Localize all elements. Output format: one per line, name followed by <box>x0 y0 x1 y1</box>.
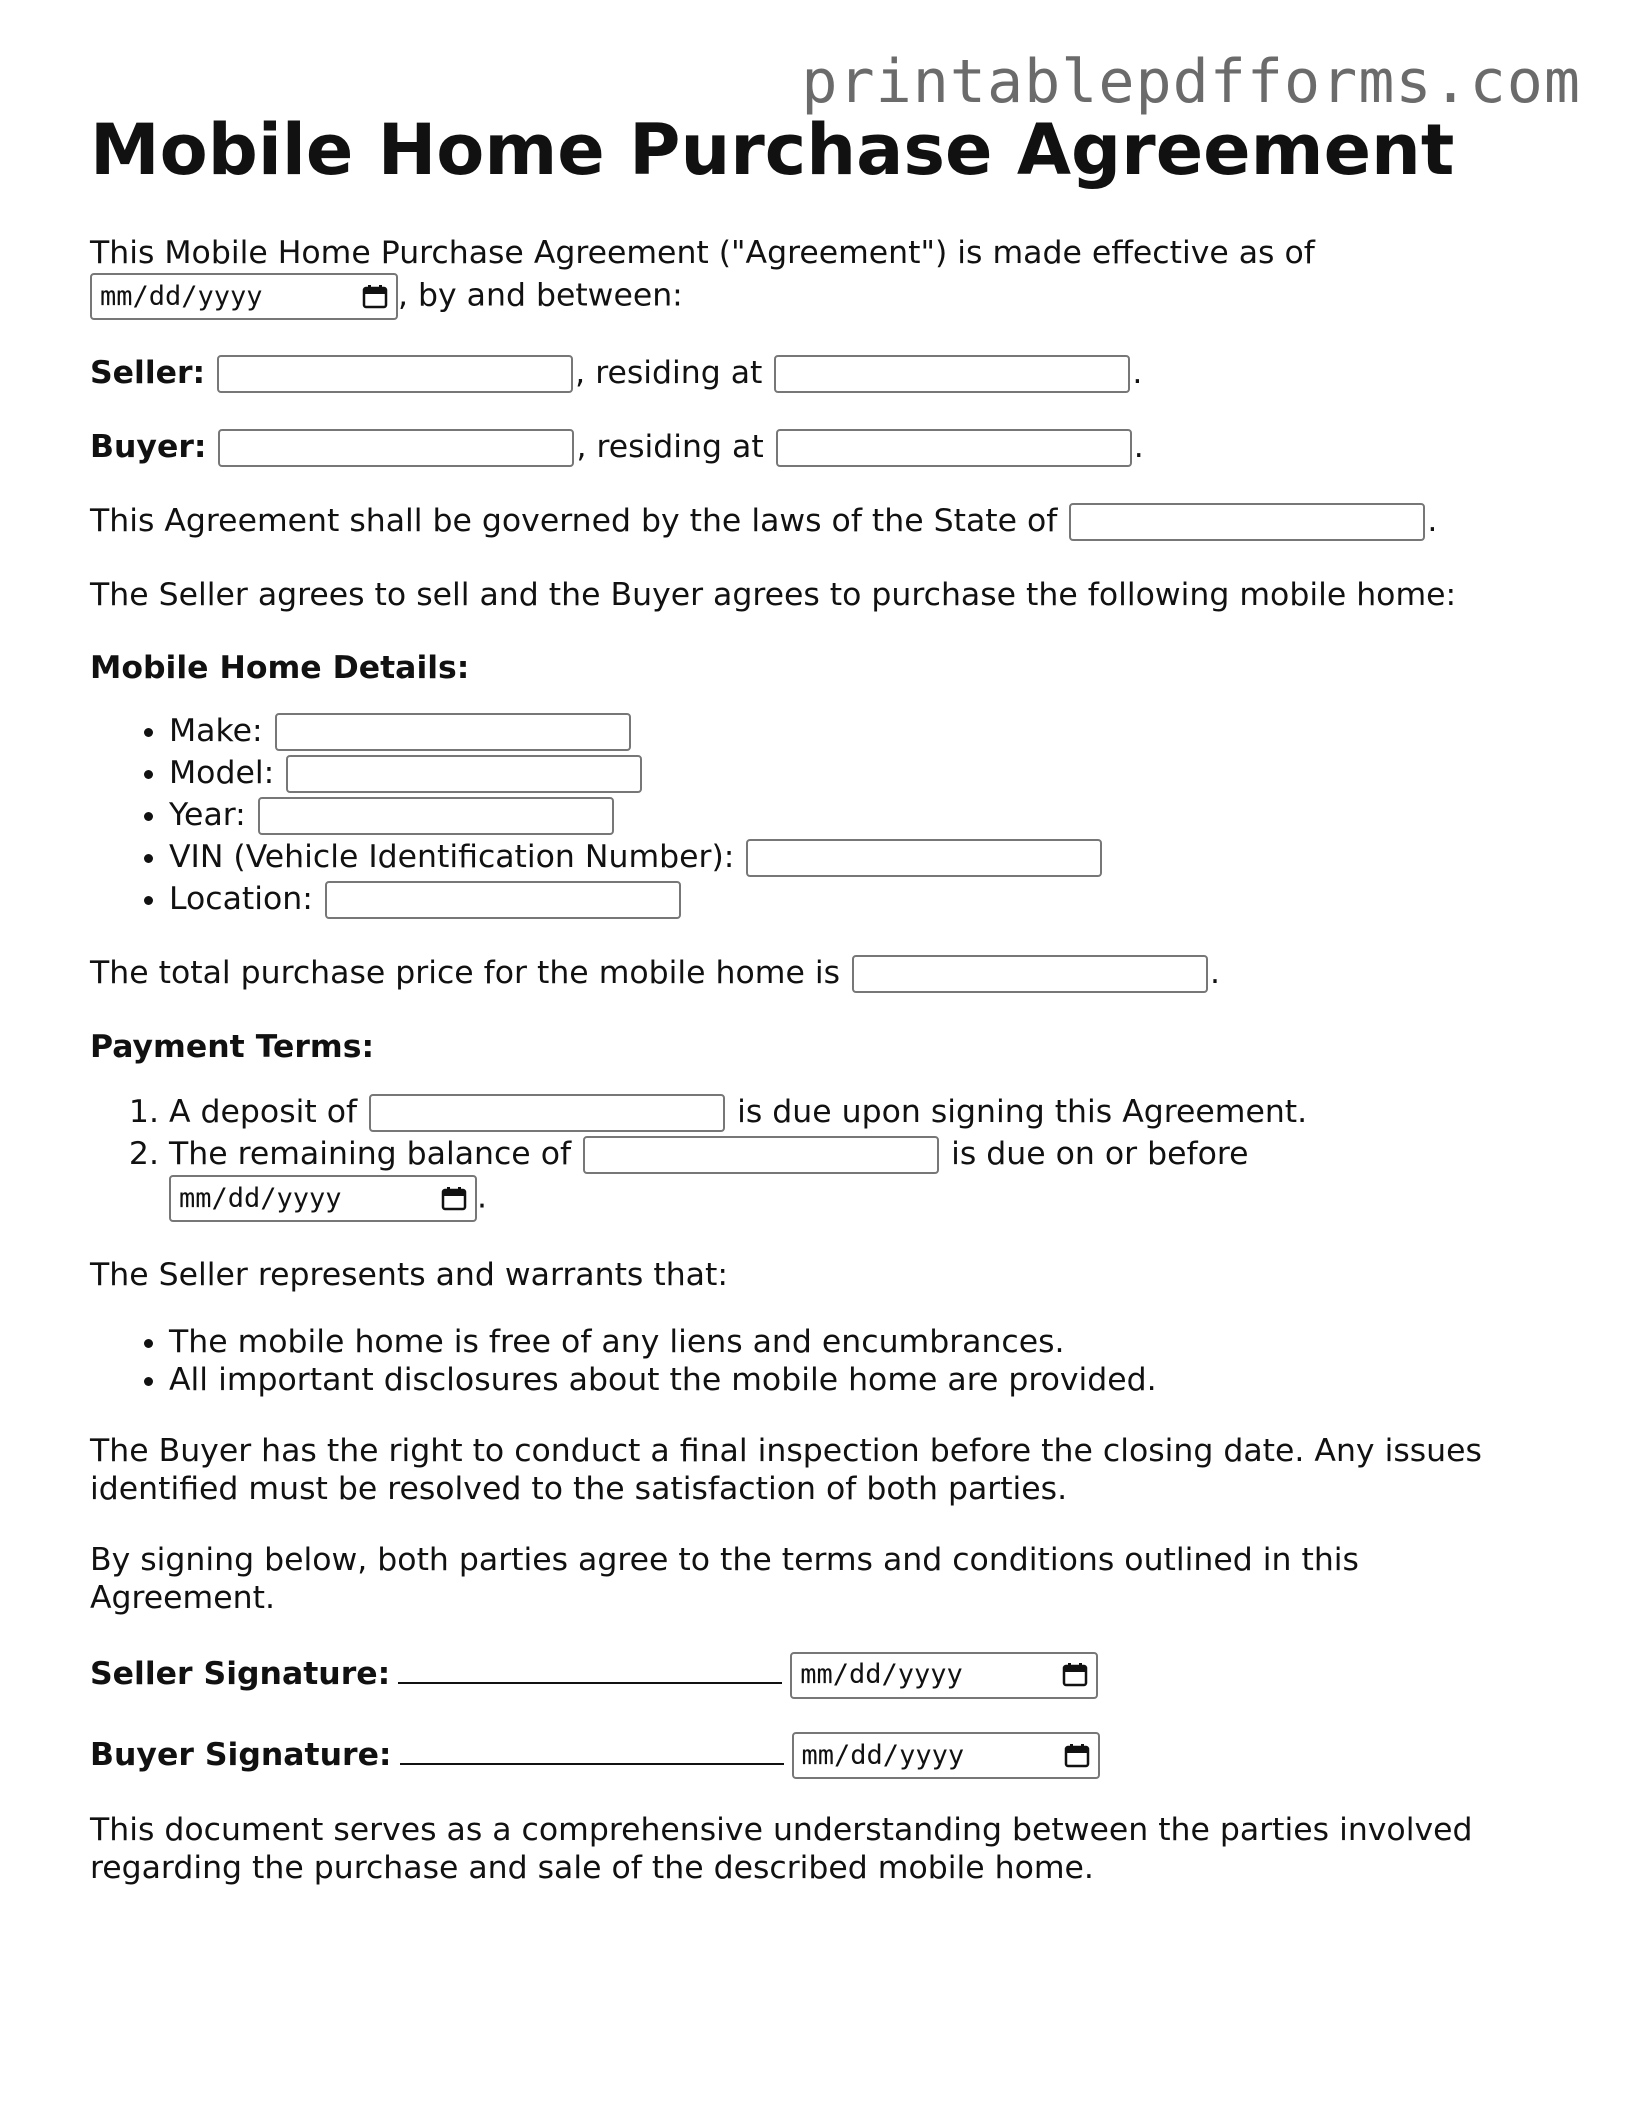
list-item <box>169 752 1550 794</box>
list-item <box>169 794 1550 836</box>
buyer-row <box>90 427 1550 467</box>
buyer-signature-row <box>90 1731 1550 1780</box>
governing-end: . <box>1427 503 1438 539</box>
seller-residing-text: , residing at <box>575 355 763 391</box>
price-input[interactable] <box>852 955 1208 993</box>
agreement-document <box>90 109 1550 1887</box>
list-item <box>169 1091 1550 1133</box>
buyer-signature-line[interactable] <box>400 1733 784 1765</box>
calendar-icon[interactable] <box>1064 1744 1090 1768</box>
payment-list <box>90 1091 1550 1222</box>
intro-paragraph <box>90 233 1550 320</box>
price-end: . <box>1210 955 1221 991</box>
list-item <box>169 710 1550 752</box>
vin-input[interactable] <box>746 839 1102 877</box>
seller-end: . <box>1132 355 1143 391</box>
year-input[interactable] <box>258 797 614 835</box>
sale-paragraph: The Seller agrees to sell and the Buyer agrees to purchase the following mobile home: <box>90 577 1457 613</box>
list-item <box>169 1133 1550 1222</box>
effective-date-input[interactable] <box>90 273 398 320</box>
buyer-label: Buyer: <box>90 429 207 465</box>
buyer-address-input[interactable] <box>776 429 1132 467</box>
location-label: Location: <box>169 881 313 917</box>
details-list <box>90 710 1550 920</box>
seller-signature-row <box>90 1650 1550 1699</box>
deposit-after: is due upon signing this Agreement. <box>737 1094 1308 1130</box>
closing-paragraph: This document serves as a comprehensive understanding between the parties involved regarding the purchase and sale of the described mobile home. <box>90 1812 1473 1886</box>
buyer-residing-text: , residing at <box>576 429 764 465</box>
agree-paragraph: By signing below, both parties agree to the terms and conditions outlined in this Agreement. <box>90 1542 1359 1616</box>
calendar-icon[interactable] <box>362 285 388 309</box>
watermark: printablepdfforms.com <box>801 47 1581 117</box>
calendar-icon[interactable] <box>441 1187 467 1211</box>
payment-end: . <box>477 1179 488 1216</box>
price-row <box>90 953 1550 993</box>
seller-signature-date-input[interactable] <box>790 1652 1098 1699</box>
warranty-intro: The Seller represents and warrants that: <box>90 1257 728 1293</box>
model-label: Model: <box>169 755 275 791</box>
deposit-before: A deposit of <box>169 1094 358 1130</box>
buyer-signature-label: Buyer Signature: <box>90 1736 392 1773</box>
date-placeholder: mm/dd/yyyy <box>801 1739 965 1771</box>
details-heading: Mobile Home Details: <box>90 650 470 686</box>
model-input[interactable] <box>286 755 642 793</box>
location-input[interactable] <box>325 881 681 919</box>
seller-name-input[interactable] <box>217 355 573 393</box>
deposit-input[interactable] <box>369 1094 725 1132</box>
buyer-end: . <box>1133 429 1144 465</box>
state-input[interactable] <box>1069 503 1425 541</box>
vin-label: VIN (Vehicle Identification Number): <box>169 839 735 875</box>
seller-label: Seller: <box>90 355 206 391</box>
date-placeholder: mm/dd/yyyy <box>800 1659 963 1690</box>
seller-signature-label: Seller Signature: <box>90 1656 391 1692</box>
list-item <box>169 878 1550 920</box>
balance-input[interactable] <box>583 1136 939 1174</box>
list-item <box>169 836 1550 878</box>
calendar-icon[interactable] <box>1062 1663 1088 1687</box>
governing-row <box>90 501 1550 541</box>
seller-signature-line[interactable] <box>398 1652 782 1684</box>
warranty-list <box>90 1323 1550 1399</box>
year-label: Year: <box>169 797 246 833</box>
governing-text: This Agreement shall be governed by the laws of the State of <box>90 503 1058 539</box>
list-item: • All important disclosures about the mobile home are provided. <box>169 1361 1550 1399</box>
seller-address-input[interactable] <box>774 355 1130 393</box>
date-placeholder: mm/dd/yyyy <box>100 280 263 312</box>
date-placeholder: mm/dd/yyyy <box>179 1182 342 1214</box>
inspection-paragraph: The Buyer has the right to conduct a final inspection before the closing date. Any issues identified must be resolved to the satisfaction of both parties. <box>90 1433 1482 1507</box>
list-item: • The mobile home is free of any liens and encumbrances. <box>169 1323 1550 1361</box>
balance-before: The remaining balance of <box>169 1136 572 1172</box>
buyer-signature-date-input[interactable] <box>792 1732 1100 1779</box>
balance-after: is due on or before <box>951 1136 1249 1172</box>
buyer-name-input[interactable] <box>218 429 574 467</box>
intro-after-date: , by and between: <box>398 277 683 314</box>
intro-text: This Mobile Home Purchase Agreement ("Agreement") is made effective as of <box>90 235 1315 271</box>
seller-row <box>90 353 1550 393</box>
price-text: The total purchase price for the mobile home is <box>90 955 841 991</box>
page-title: Mobile Home Purchase Agreement <box>90 109 1455 191</box>
make-input[interactable] <box>275 713 631 751</box>
balance-due-date-input[interactable] <box>169 1175 477 1222</box>
payment-heading: Payment Terms: <box>90 1029 375 1065</box>
make-label: Make: <box>169 713 263 749</box>
